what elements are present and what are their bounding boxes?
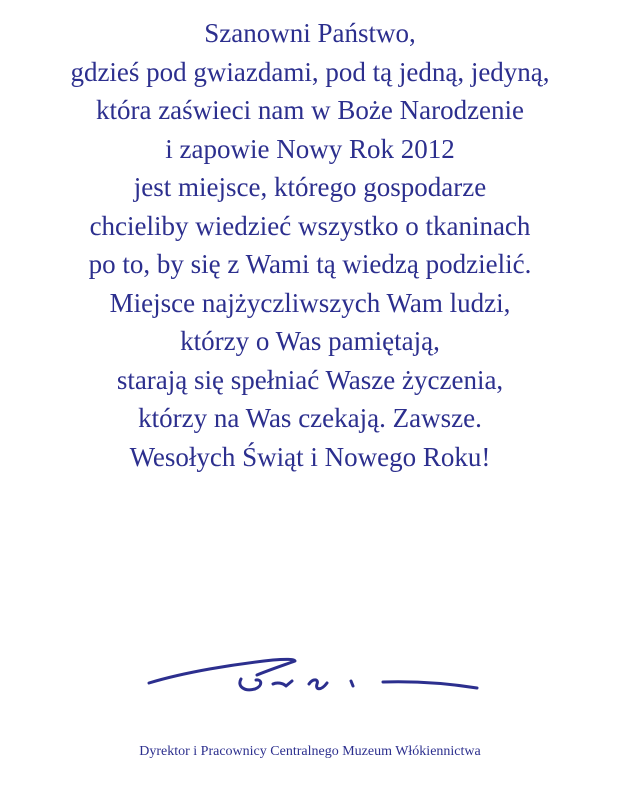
greeting-line: po to, by się z Wami tą wiedzą podzielić. (88, 249, 532, 279)
greeting-line: którzy o Was pamiętają, (180, 326, 440, 356)
handwritten-signature (145, 655, 485, 705)
greeting-line: Miejsce najżyczliwszych Wam ludzi, (109, 287, 511, 318)
greeting-line: Szanowni Państwo, (204, 18, 416, 48)
greeting-line: i zapowie Nowy Rok 2012 (165, 133, 455, 164)
greeting-line: chcieliby wiedzieć wszystko o tkaninach (89, 210, 531, 241)
greeting-line: Wesołych Świąt i Nowego Roku! (129, 441, 491, 472)
greeting-line: gdzieś pod gwiazdami, pod tą jedną, jedyną, (70, 56, 550, 87)
greeting-line: jest miejsce, którego gospodarze (133, 172, 487, 202)
signature-caption: Dyrektor i Pracownicy Centralnego Muzeum Włókiennictwa (139, 744, 481, 759)
greeting-line: którzy na Was czekają. Zawsze. (138, 403, 482, 433)
greeting-text (0, 14, 620, 476)
greeting-line: starają się spełniać Wasze życzenia, (116, 364, 504, 395)
greeting-line: która zaświeci nam w Boże Narodzenie (95, 95, 525, 125)
